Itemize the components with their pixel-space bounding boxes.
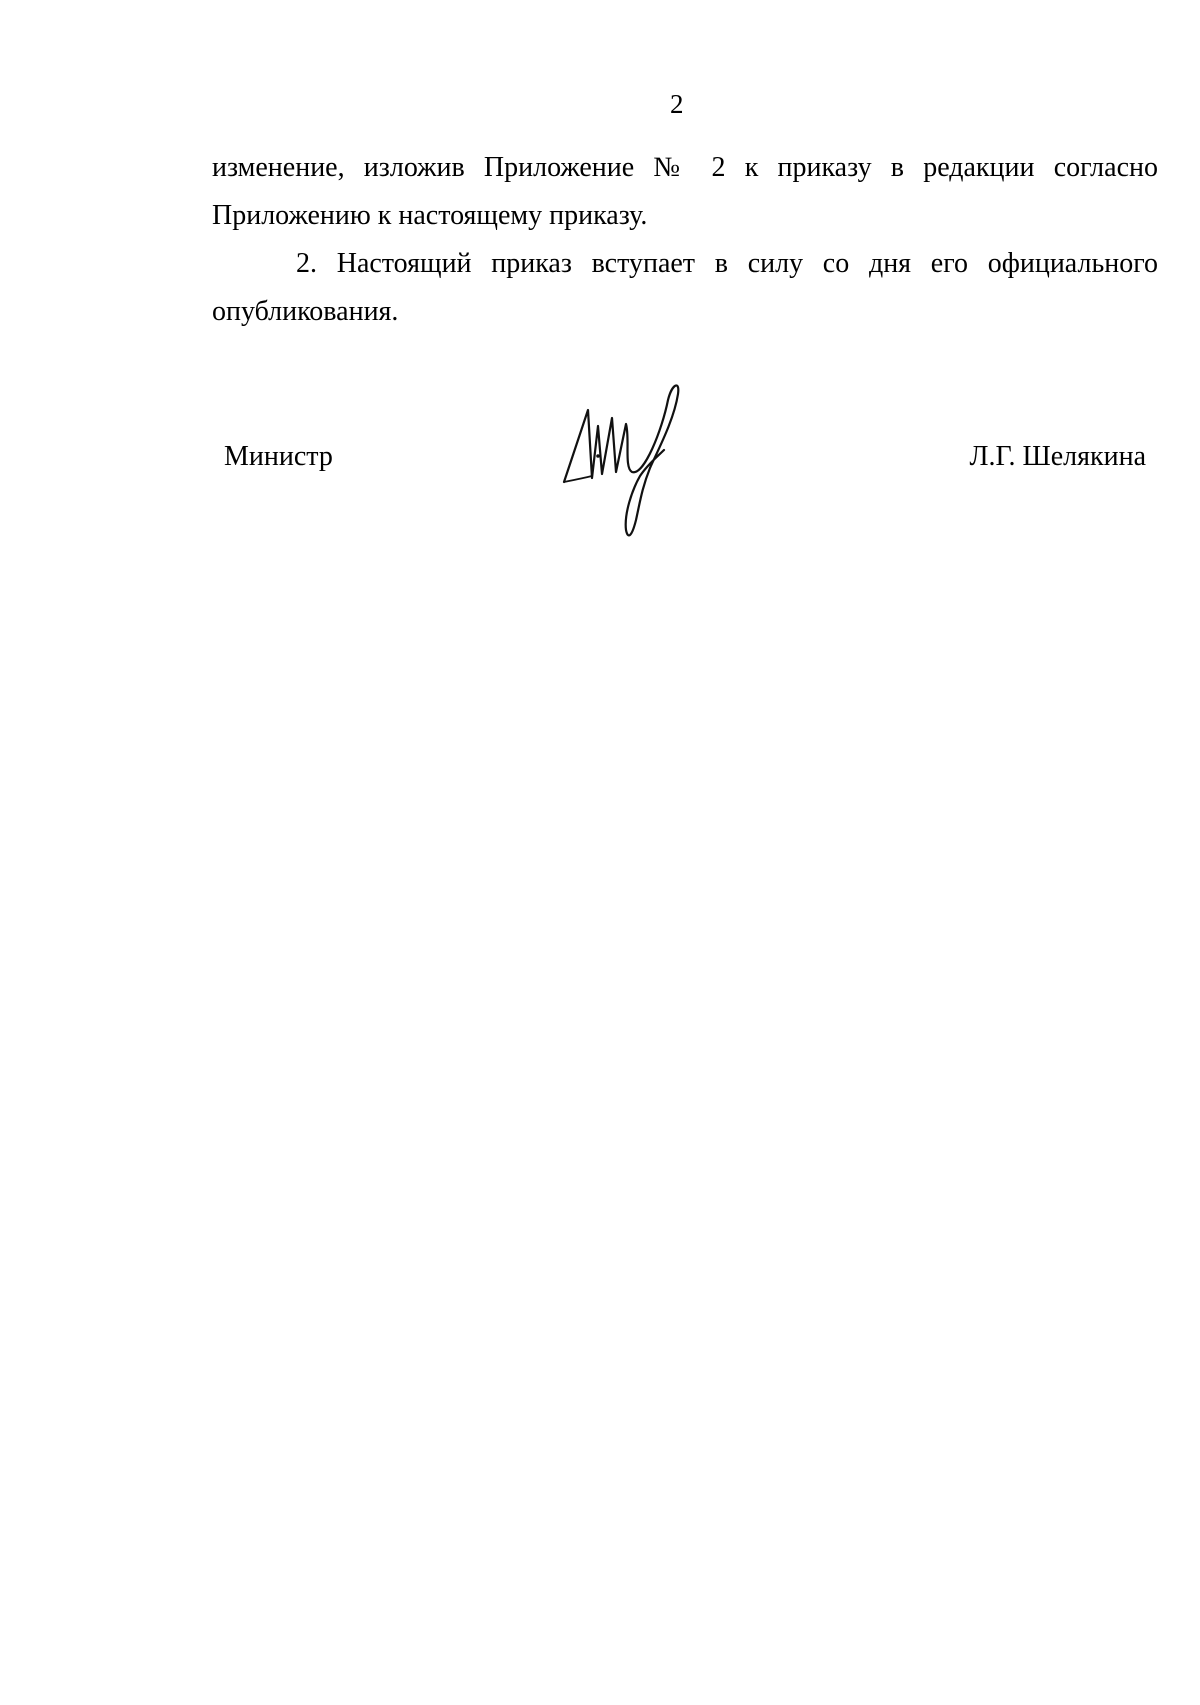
paragraph-1: [212, 144, 1158, 240]
paragraph-1-line-2: Приложению к настоящему приказу.: [212, 200, 648, 231]
paragraph-2-line-1: 2. Настоящий приказ вступает в силу со дня его официального: [296, 248, 1158, 279]
signatory-name: Л.Г. Шелякина: [969, 441, 1146, 472]
paragraph-1-line-1: изменение, изложив Приложение № 2 к приказу в редакции согласно: [212, 152, 1158, 183]
signatory-title: Министр: [224, 441, 333, 472]
signature-image: [558, 380, 688, 540]
paragraph-2: [212, 240, 1158, 336]
paragraph-2-line-2: опубликования.: [212, 296, 399, 327]
page-number: 2: [670, 89, 684, 119]
